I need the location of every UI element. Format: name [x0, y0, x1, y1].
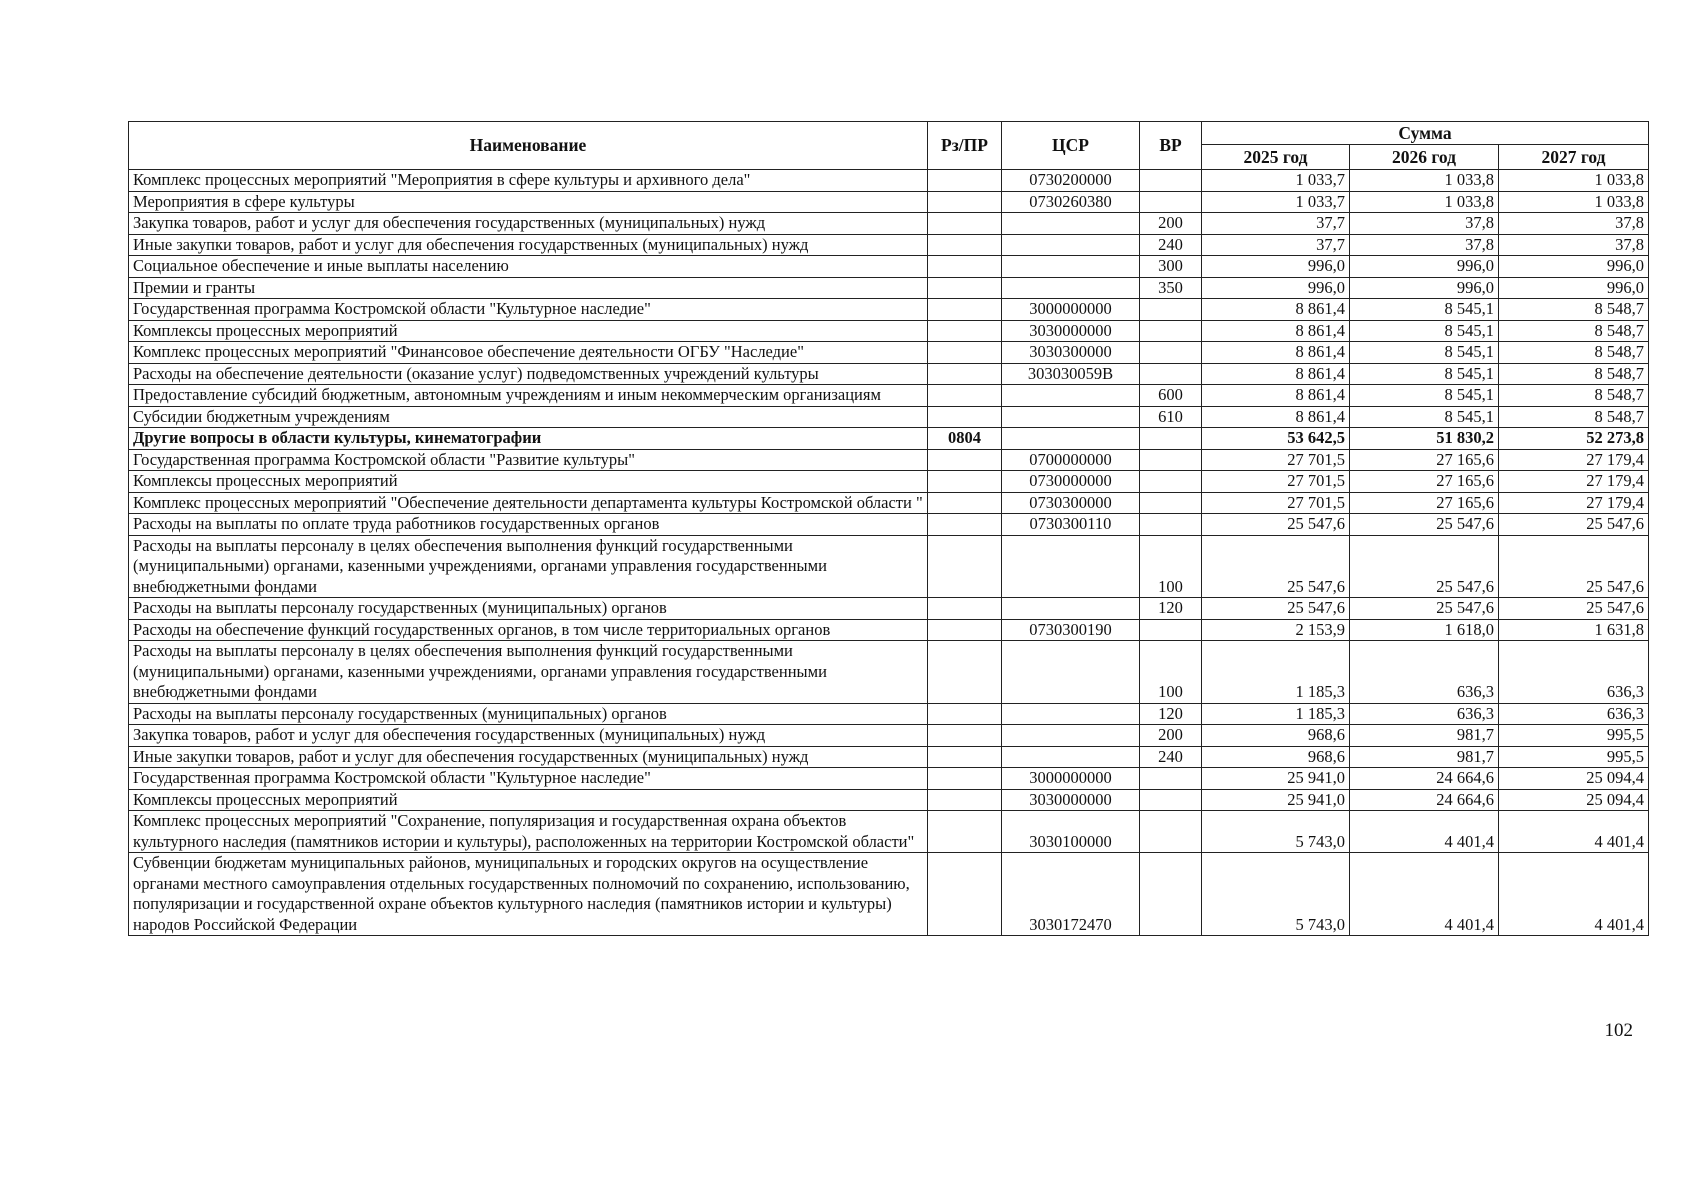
cell-vr [1140, 191, 1202, 213]
cell-csr: 0730200000 [1002, 170, 1140, 192]
cell-2026: 8 545,1 [1350, 299, 1499, 321]
cell-rzpr [928, 768, 1002, 790]
cell-2026: 8 545,1 [1350, 363, 1499, 385]
table-row [129, 492, 1649, 514]
cell-csr: 3000000000 [1002, 768, 1140, 790]
cell-vr: 240 [1140, 234, 1202, 256]
table-row [129, 277, 1649, 299]
table-header [129, 122, 1649, 170]
cell-2027: 52 273,8 [1499, 428, 1649, 450]
cell-2025: 25 941,0 [1202, 789, 1350, 811]
cell-name: Субсидии бюджетным учреждениям [129, 406, 928, 428]
cell-name: Комплекс процессных мероприятий "Финансовое обеспечение деятельности ОГБУ "Наследие" [129, 342, 928, 364]
cell-2026: 981,7 [1350, 746, 1499, 768]
cell-rzpr [928, 811, 1002, 853]
cell-rzpr [928, 703, 1002, 725]
table-row [129, 853, 1649, 936]
cell-2026: 981,7 [1350, 725, 1499, 747]
cell-vr [1140, 619, 1202, 641]
cell-2026: 4 401,4 [1350, 811, 1499, 853]
table-row [129, 619, 1649, 641]
cell-rzpr [928, 191, 1002, 213]
cell-rzpr [928, 514, 1002, 536]
cell-vr: 350 [1140, 277, 1202, 299]
cell-csr [1002, 746, 1140, 768]
cell-2025: 27 701,5 [1202, 449, 1350, 471]
cell-2026: 636,3 [1350, 641, 1499, 704]
cell-2026: 37,8 [1350, 234, 1499, 256]
cell-2025: 37,7 [1202, 234, 1350, 256]
cell-vr: 120 [1140, 703, 1202, 725]
cell-2026: 25 547,6 [1350, 514, 1499, 536]
cell-rzpr [928, 256, 1002, 278]
cell-2026: 24 664,6 [1350, 768, 1499, 790]
table-row [129, 703, 1649, 725]
header-vr: ВР [1140, 122, 1202, 170]
cell-name: Иные закупки товаров, работ и услуг для обеспечения государственных (муниципальных) нужд [129, 746, 928, 768]
cell-name: Закупка товаров, работ и услуг для обеспечения государственных (муниципальных) нужд [129, 725, 928, 747]
cell-csr [1002, 725, 1140, 747]
cell-name: Субвенции бюджетам муниципальных районов, муниципальных и городских округов на осуществление органами местного самоуправления отдельных государственных полномочий по сохранению, использованию, популяризации и государственной охране объектов культурного наследия (памятников истории и культуры) народов Российской Федерации [129, 853, 928, 936]
table-row [129, 213, 1649, 235]
cell-2027: 996,0 [1499, 277, 1649, 299]
cell-csr [1002, 234, 1140, 256]
cell-2025: 1 185,3 [1202, 641, 1350, 704]
cell-2027: 1 033,8 [1499, 170, 1649, 192]
cell-2025: 5 743,0 [1202, 811, 1350, 853]
cell-2027: 995,5 [1499, 725, 1649, 747]
cell-2026: 8 545,1 [1350, 385, 1499, 407]
cell-2027: 8 548,7 [1499, 299, 1649, 321]
table-row [129, 299, 1649, 321]
cell-rzpr [928, 449, 1002, 471]
cell-2027: 8 548,7 [1499, 385, 1649, 407]
cell-name: Предоставление субсидий бюджетным, автономным учреждениям и иным некоммерческим организациям [129, 385, 928, 407]
table-row [129, 342, 1649, 364]
cell-vr [1140, 320, 1202, 342]
cell-vr: 610 [1140, 406, 1202, 428]
cell-2025: 25 941,0 [1202, 768, 1350, 790]
cell-vr: 200 [1140, 725, 1202, 747]
cell-csr: 0730300000 [1002, 492, 1140, 514]
cell-rzpr: 0804 [928, 428, 1002, 450]
cell-name: Иные закупки товаров, работ и услуг для обеспечения государственных (муниципальных) нужд [129, 234, 928, 256]
cell-2025: 2 153,9 [1202, 619, 1350, 641]
cell-2025: 968,6 [1202, 725, 1350, 747]
cell-rzpr [928, 170, 1002, 192]
cell-2027: 995,5 [1499, 746, 1649, 768]
table-row [129, 385, 1649, 407]
table-row [129, 428, 1649, 450]
cell-name: Государственная программа Костромской области "Культурное наследие" [129, 299, 928, 321]
table-row [129, 256, 1649, 278]
budget-table [128, 121, 1649, 936]
cell-vr [1140, 363, 1202, 385]
cell-2027: 25 547,6 [1499, 535, 1649, 598]
cell-2025: 5 743,0 [1202, 853, 1350, 936]
cell-vr: 240 [1140, 746, 1202, 768]
header-name: Наименование [129, 122, 928, 170]
cell-2025: 27 701,5 [1202, 492, 1350, 514]
cell-name: Государственная программа Костромской области "Развитие культуры" [129, 449, 928, 471]
cell-csr: 3030172470 [1002, 853, 1140, 936]
cell-2025: 1 033,7 [1202, 191, 1350, 213]
table-row [129, 746, 1649, 768]
cell-rzpr [928, 234, 1002, 256]
cell-rzpr [928, 789, 1002, 811]
cell-csr: 3030300000 [1002, 342, 1140, 364]
cell-csr: 0730300190 [1002, 619, 1140, 641]
cell-vr [1140, 789, 1202, 811]
cell-name: Премии и гранты [129, 277, 928, 299]
cell-2026: 37,8 [1350, 213, 1499, 235]
cell-rzpr [928, 385, 1002, 407]
cell-csr [1002, 641, 1140, 704]
table-row [129, 234, 1649, 256]
cell-2025: 8 861,4 [1202, 342, 1350, 364]
cell-rzpr [928, 853, 1002, 936]
cell-2027: 4 401,4 [1499, 853, 1649, 936]
table-row [129, 535, 1649, 598]
cell-2026: 1 033,8 [1350, 191, 1499, 213]
cell-2025: 25 547,6 [1202, 514, 1350, 536]
cell-2025: 27 701,5 [1202, 471, 1350, 493]
cell-vr: 200 [1140, 213, 1202, 235]
cell-2027: 27 179,4 [1499, 449, 1649, 471]
table-row [129, 514, 1649, 536]
cell-2025: 996,0 [1202, 256, 1350, 278]
cell-csr: 3030100000 [1002, 811, 1140, 853]
table-row [129, 725, 1649, 747]
cell-rzpr [928, 406, 1002, 428]
table-row [129, 811, 1649, 853]
cell-2025: 8 861,4 [1202, 406, 1350, 428]
cell-csr [1002, 535, 1140, 598]
table-row [129, 406, 1649, 428]
cell-2026: 996,0 [1350, 256, 1499, 278]
cell-2027: 636,3 [1499, 641, 1649, 704]
cell-vr: 300 [1140, 256, 1202, 278]
table-row [129, 768, 1649, 790]
cell-2027: 37,8 [1499, 234, 1649, 256]
cell-vr [1140, 299, 1202, 321]
cell-vr [1140, 170, 1202, 192]
page-number: 102 [1604, 1020, 1633, 1041]
cell-csr: 0730000000 [1002, 471, 1140, 493]
cell-name: Комплексы процессных мероприятий [129, 789, 928, 811]
cell-vr: 100 [1140, 535, 1202, 598]
cell-csr [1002, 213, 1140, 235]
cell-name: Комплекс процессных мероприятий "Мероприятия в сфере культуры и архивного дела" [129, 170, 928, 192]
cell-2025: 1 033,7 [1202, 170, 1350, 192]
cell-2027: 996,0 [1499, 256, 1649, 278]
cell-2027: 25 547,6 [1499, 514, 1649, 536]
cell-rzpr [928, 535, 1002, 598]
table-row [129, 598, 1649, 620]
header-year-2026: 2026 год [1350, 145, 1499, 170]
cell-2026: 8 545,1 [1350, 342, 1499, 364]
cell-vr [1140, 449, 1202, 471]
cell-vr [1140, 768, 1202, 790]
cell-2027: 8 548,7 [1499, 342, 1649, 364]
cell-2027: 8 548,7 [1499, 363, 1649, 385]
cell-name: Закупка товаров, работ и услуг для обеспечения государственных (муниципальных) нужд [129, 213, 928, 235]
cell-name: Комплекс процессных мероприятий "Обеспечение деятельности департамента культуры Костромской области " [129, 492, 928, 514]
cell-2027: 25 094,4 [1499, 768, 1649, 790]
cell-csr: 303030059B [1002, 363, 1140, 385]
header-year-2025: 2025 год [1202, 145, 1350, 170]
cell-2026: 636,3 [1350, 703, 1499, 725]
cell-2025: 8 861,4 [1202, 385, 1350, 407]
cell-vr: 120 [1140, 598, 1202, 620]
cell-2025: 1 185,3 [1202, 703, 1350, 725]
cell-vr: 600 [1140, 385, 1202, 407]
table-row [129, 170, 1649, 192]
cell-rzpr [928, 598, 1002, 620]
cell-csr: 0730260380 [1002, 191, 1140, 213]
cell-csr: 0700000000 [1002, 449, 1140, 471]
cell-2027: 8 548,7 [1499, 320, 1649, 342]
cell-2026: 8 545,1 [1350, 406, 1499, 428]
header-year-2027: 2027 год [1499, 145, 1649, 170]
cell-2027: 27 179,4 [1499, 471, 1649, 493]
cell-rzpr [928, 619, 1002, 641]
cell-vr [1140, 492, 1202, 514]
cell-name: Расходы на обеспечение функций государственных органов, в том числе территориальных органов [129, 619, 928, 641]
table-row [129, 641, 1649, 704]
cell-csr: 3030000000 [1002, 320, 1140, 342]
header-sum: Сумма [1202, 122, 1649, 145]
cell-2026: 27 165,6 [1350, 492, 1499, 514]
cell-name: Комплексы процессных мероприятий [129, 471, 928, 493]
cell-name: Комплекс процессных мероприятий "Сохранение, популяризация и государственная охрана объектов культурного наследия (памятников истории и культуры), расположенных на территории Костромской области" [129, 811, 928, 853]
cell-vr [1140, 811, 1202, 853]
cell-vr [1140, 428, 1202, 450]
cell-rzpr [928, 277, 1002, 299]
cell-2027: 4 401,4 [1499, 811, 1649, 853]
cell-2027: 25 547,6 [1499, 598, 1649, 620]
cell-csr [1002, 256, 1140, 278]
cell-2025: 8 861,4 [1202, 320, 1350, 342]
cell-rzpr [928, 471, 1002, 493]
cell-vr [1140, 342, 1202, 364]
cell-rzpr [928, 320, 1002, 342]
cell-vr: 100 [1140, 641, 1202, 704]
cell-2026: 25 547,6 [1350, 598, 1499, 620]
cell-name: Комплексы процессных мероприятий [129, 320, 928, 342]
cell-2026: 27 165,6 [1350, 449, 1499, 471]
table-body [129, 170, 1649, 936]
table-row [129, 471, 1649, 493]
cell-2026: 1 033,8 [1350, 170, 1499, 192]
cell-name: Государственная программа Костромской области "Культурное наследие" [129, 768, 928, 790]
cell-name: Мероприятия в сфере культуры [129, 191, 928, 213]
cell-rzpr [928, 363, 1002, 385]
table-row [129, 449, 1649, 471]
cell-csr [1002, 385, 1140, 407]
cell-2025: 8 861,4 [1202, 299, 1350, 321]
cell-csr [1002, 703, 1140, 725]
cell-2027: 8 548,7 [1499, 406, 1649, 428]
cell-2027: 1 033,8 [1499, 191, 1649, 213]
cell-2025: 996,0 [1202, 277, 1350, 299]
cell-2027: 37,8 [1499, 213, 1649, 235]
cell-2027: 27 179,4 [1499, 492, 1649, 514]
cell-name: Расходы на выплаты персоналу в целях обеспечения выполнения функций государственными (муниципальными) органами, казенными учреждениями, органами управления государственными внебюджетными фондами [129, 641, 928, 704]
cell-rzpr [928, 492, 1002, 514]
cell-name: Расходы на выплаты персоналу государственных (муниципальных) органов [129, 703, 928, 725]
cell-2025: 968,6 [1202, 746, 1350, 768]
cell-2027: 1 631,8 [1499, 619, 1649, 641]
table-row [129, 191, 1649, 213]
cell-rzpr [928, 213, 1002, 235]
cell-csr [1002, 428, 1140, 450]
cell-csr [1002, 598, 1140, 620]
cell-csr [1002, 277, 1140, 299]
cell-vr [1140, 853, 1202, 936]
cell-2025: 8 861,4 [1202, 363, 1350, 385]
cell-csr: 3030000000 [1002, 789, 1140, 811]
cell-2026: 25 547,6 [1350, 535, 1499, 598]
cell-2027: 25 094,4 [1499, 789, 1649, 811]
cell-2026: 27 165,6 [1350, 471, 1499, 493]
cell-csr: 3000000000 [1002, 299, 1140, 321]
cell-rzpr [928, 299, 1002, 321]
table-row [129, 320, 1649, 342]
cell-rzpr [928, 746, 1002, 768]
cell-csr: 0730300110 [1002, 514, 1140, 536]
cell-2025: 37,7 [1202, 213, 1350, 235]
cell-2025: 25 547,6 [1202, 598, 1350, 620]
header-csr: ЦСР [1002, 122, 1140, 170]
cell-2026: 996,0 [1350, 277, 1499, 299]
cell-2026: 4 401,4 [1350, 853, 1499, 936]
cell-2026: 8 545,1 [1350, 320, 1499, 342]
cell-2025: 25 547,6 [1202, 535, 1350, 598]
cell-csr [1002, 406, 1140, 428]
cell-2026: 24 664,6 [1350, 789, 1499, 811]
cell-name: Другие вопросы в области культуры, кинематографии [129, 428, 928, 450]
cell-2026: 51 830,2 [1350, 428, 1499, 450]
cell-rzpr [928, 342, 1002, 364]
cell-2026: 1 618,0 [1350, 619, 1499, 641]
cell-2025: 53 642,5 [1202, 428, 1350, 450]
cell-name: Расходы на выплаты персоналу государственных (муниципальных) органов [129, 598, 928, 620]
table-row [129, 363, 1649, 385]
cell-name: Расходы на обеспечение деятельности (оказание услуг) подведомственных учреждений культуры [129, 363, 928, 385]
cell-2027: 636,3 [1499, 703, 1649, 725]
cell-name: Социальное обеспечение и иные выплаты населению [129, 256, 928, 278]
cell-vr [1140, 514, 1202, 536]
table-row [129, 789, 1649, 811]
cell-name: Расходы на выплаты персоналу в целях обеспечения выполнения функций государственными (муниципальными) органами, казенными учреждениями, органами управления государственными внебюджетными фондами [129, 535, 928, 598]
cell-rzpr [928, 641, 1002, 704]
header-rzpr: Рз/ПР [928, 122, 1002, 170]
cell-rzpr [928, 725, 1002, 747]
cell-name: Расходы на выплаты по оплате труда работников государственных органов [129, 514, 928, 536]
cell-vr [1140, 471, 1202, 493]
